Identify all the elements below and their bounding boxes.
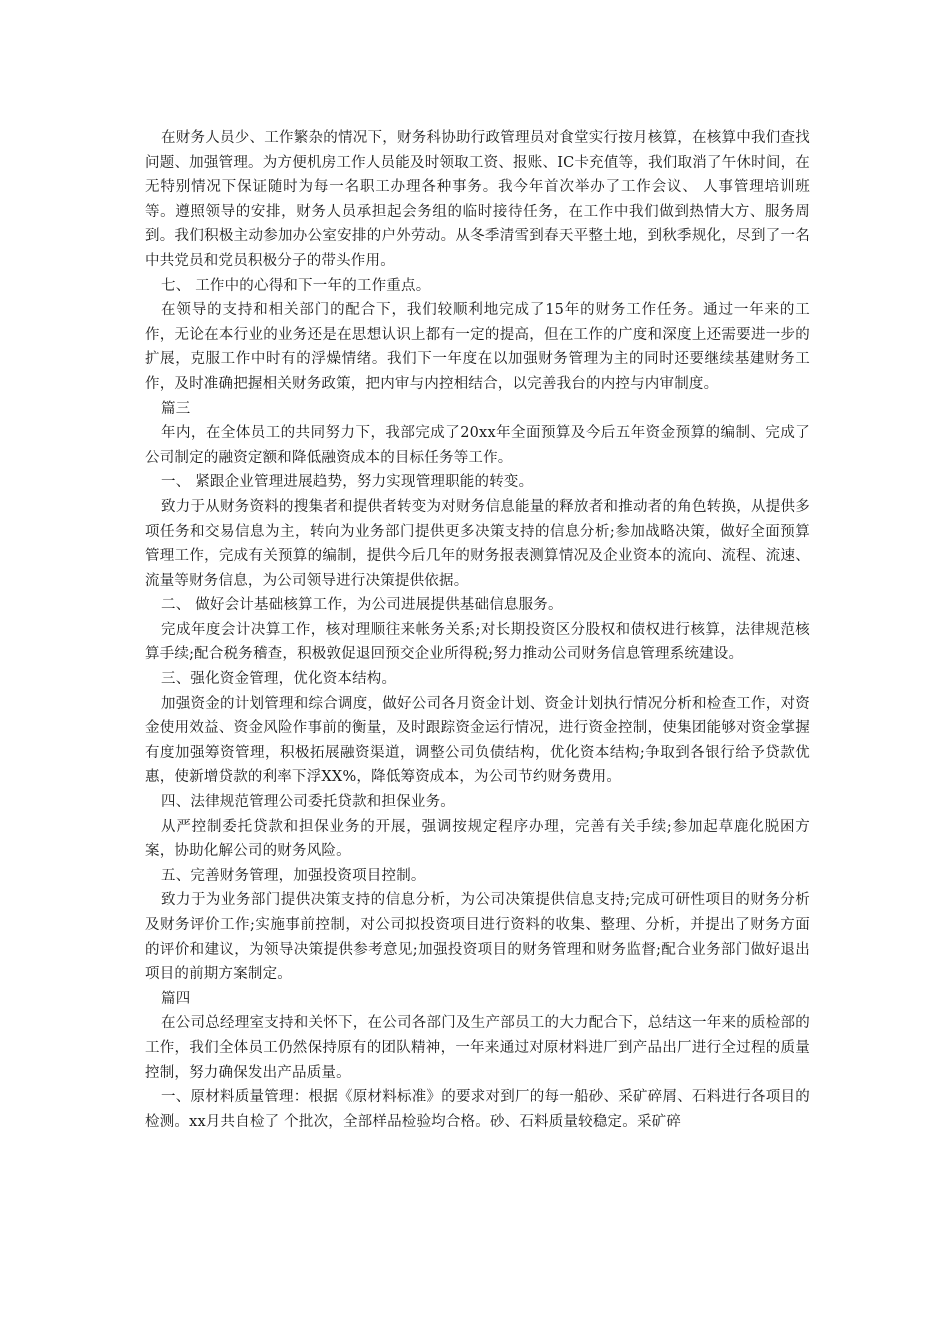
section-heading: 五、完善财务管理，加强投资项目控制。: [161, 867, 426, 884]
paragraph: 在领导的支持和相关部门的配合下，我们较顺利地完成了15年的财务工作任务。通过一年来的工作，无论在本行业的业务还是在思想认识上都有一定的提高，但在工作的广度和深度上还需要进一步的扩展，克服工作中时有的浮燥情绪。我们下一年度在以加强财务管理为主的同时还要继续基建财务工作，及时准确把握相关财务政策，把内审与内控相结合，以完善我台的内控与内审制度。: [145, 302, 810, 392]
part-heading: 篇四: [161, 990, 191, 1007]
paragraph: 从严控制委托贷款和担保业务的开展，强调按规定程序办理，完善有关手续;参加起草鹿化脱困方案，协助化解公司的财务风险。: [145, 818, 810, 860]
part-heading: 篇三: [161, 400, 191, 417]
paragraph: 致力于为业务部门提供决策支持的信息分析，为公司决策提供信息支持;完成可研性项目的财务分析及财务评价工作;实施事前控制，对公司拟投资项目进行资料的收集、整理、分析，并提出了财务方面的评价和建议，为领导决策提供参考意见;加强投资项目的财务管理和财务监督;配合业务部门做好退出项目的前期方案制定。: [145, 892, 810, 983]
section-heading: 四、法律规范管理公司委托贷款和担保业务。: [161, 794, 455, 811]
section-heading: 三、强化资金管理，优化资本结构。: [161, 671, 397, 688]
paragraph: 致力于从财务资料的搜集者和提供者转变为对财务信息能量的释放者和推动者的角色转换，从提供多项任务和交易信息为主，转向为业务部门提供更多决策支持的信息分析;参加战略决策，做好全面预算管理工作，完成有关预算的编制，提供今后几年的财务报表测算情况及企业资本的流向、流程、流速、流量等财务信息，为公司领导进行决策提供依据。: [145, 498, 810, 589]
paragraph: 在公司总经理室支持和关怀下，在公司各部门及生产部员工的大力配合下，总结这一年来的质检部的工作，我们全体员工仍然保持原有的团队精神，一年来通过对原材料进厂到产品出厂进行全过程的质量控制，努力确保发出产品质量。: [145, 1015, 810, 1081]
section-heading: 七、 工作中的心得和下一年的工作重点。: [161, 277, 431, 294]
paragraph: 加强资金的计划管理和综合调度，做好公司各月资金计划、资金计划执行情况分析和检查工作，对资金使用效益、资金风险作事前的衡量，及时跟踪资金运行情况，进行资金控制，使集团能够对资金掌握有度加强筹资管理，积极拓展融资渠道，调整公司负债结构，优化资本结构;争取到各银行给予贷款优惠，使新增贷款的利率下浮XX%，降低筹资成本，为公司节约财务费用。: [145, 695, 810, 786]
document-body: [145, 126, 810, 1134]
section-heading: 一、 紧跟企业管理进展趋势，努力实现管理职能的转变。: [161, 474, 534, 491]
paragraph: 完成年度会计决算工作，核对理顺往来帐务关系;对长期投资区分股权和债权进行核算，法律规范核算手续;配合税务稽查，积极敦促退回预交企业所得税;努力推动公司财务信息管理系统建设。: [145, 621, 810, 663]
paragraph: 一、原材料质量管理：根据《原材料标准》的要求对到厂的每一船砂、采矿碎屑、石料进行各项目的检测。xx月共自检了 个批次，全部样品检验均合格。砂、石料质量较稳定。采矿碎: [145, 1089, 810, 1130]
paragraph: 年内，在全体员工的共同努力下，我部完成了20xx年全面预算及今后五年资金预算的编制、完成了公司制定的融资定额和降低融资成本的目标任务等工作。: [145, 425, 810, 466]
section-heading: 二、 做好会计基础核算工作，为公司进展提供基础信息服务。: [161, 597, 563, 614]
paragraph: 在财务人员少、工作繁杂的情况下，财务科协助行政管理员对食堂实行按月核算，在核算中我们查找问题、加强管理。为方便机房工作人员能及时领取工资、报账、IC卡充值等，我们取消了午休时间，在无特别情况下保证随时为每一名职工办理各种事务。我今年首次举办了工作会议、 人事管理培训班等。遵照领导的安排，财务人员承担起会务组的临时接待任务，在工作中我们做到热情大方、服务周到。我们积极主动参加办公室安排的户外劳动。从冬季清雪到春天平整土地，到秋季规化，尽到了一名中共党员和党员积极分子的带头作用。: [145, 130, 810, 269]
